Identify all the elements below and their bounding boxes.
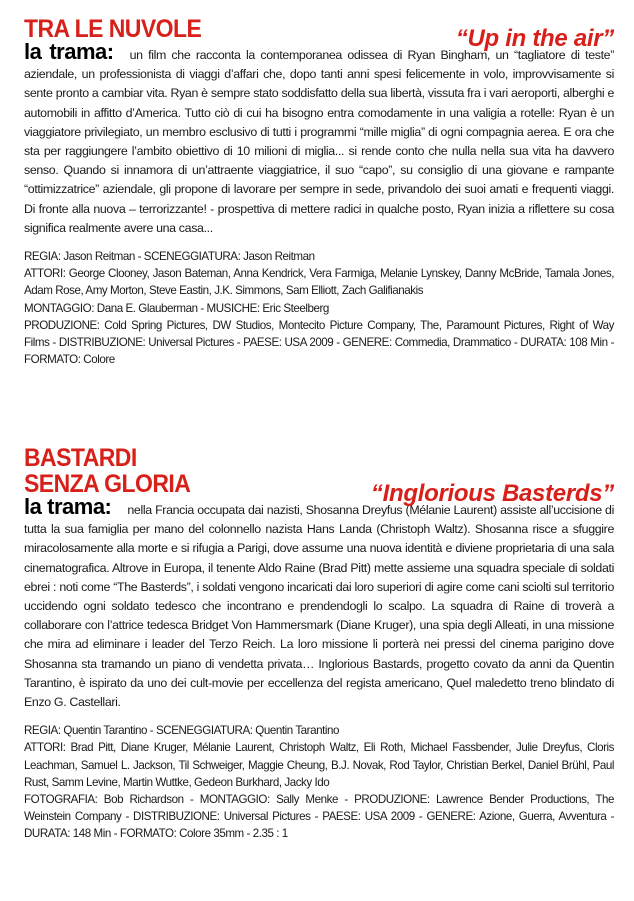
credits-production: PRODUZIONE: Cold Spring Pictures, DW Studios, Montecito Picture Company, The, Paramount Pictures, Right of Way Films - DISTRIBUZIONE: Universal Pictures - PAESE: USA 2009 - GENERE: Commedia, Drammatico - DURATA: 108 Min - FORMATO: Colore	[24, 318, 614, 367]
credits-crew-production: FOTOGRAFIA: Bob Richardson - MONTAGGIO: Sally Menke - PRODUZIONE: Lawrence Bender Productions, The Weinstein Company - DISTRIBUZIONE: Universal Pictures - PAESE: USA 2009 - GENERE: Azione, Guerra, Avventura - DURATA: 148 Min - FORMATO: Colore 35mm - 2.35 : 1	[24, 793, 614, 841]
film-credits	[24, 722, 614, 842]
film-plot	[24, 494, 614, 712]
film-card-inglorious-basterds	[24, 445, 614, 843]
credits-cast: ATTORI: George Clooney, Jason Bateman, Anna Kendrick, Vera Farmiga, Melanie Lynskey, Danny McBride, Tamala Jones, Adam Rose, Amy Morton, Steve Eastin, J.K. Simmons, Sam Elliott, Zach Galifianakis	[24, 267, 614, 298]
credits-direction: REGIA: Quentin Tarantino - SCENEGGIATURA: Quentin Tarantino	[24, 724, 339, 738]
credits-direction: REGIA: Jason Reitman - SCENEGGIATURA: Jason Reitman	[24, 250, 315, 264]
film-title-original: “Up in the air”	[455, 25, 614, 52]
plot-text: nella Francia occupata dai nazisti, Shosanna Dreyfus (Mélanie Laurent) assiste all’uccisione di tutta la sua famiglia per mano del colonnello nazista Hans Landa (Christoph Waltz). Shosanna risce a sfuggire miracolosamente alla morte e si rifugia a Parigi, dove assume una nuova identità e diviene proprietaria di una sala cinematografica. Altrove in Europa, il tenente Aldo Raine (Brad Pitt) mette assieme una squadra speciale di soldati ebrei : noti come “The Basterds”, i soldati vengono incaricati dai loro superiori di agire come cani sciolti sul territorio uccidendo ogni soldato tedesco che incontrano e prendendogli lo scalpo. La squadra di Raine di troverà a collaborare con l’attrice tedesca Bridget Von Hammersmark (Diane Kruger), una spia degli Alleati, in una missione che mira ad eliminare i leader del Terzo Reich. La loro missione li porterà nei pressi del cinema parigino dove Shosanna sta tramando un piano di vendetta privata… Inglorious Bastards, progetto covato da anni da Quentin Tarantino, è ispirato da uno dei cult-movie per eccellenza del regista americano, Quel maledetto treno blindato di Enzo G. Castellari.	[24, 503, 614, 710]
credits-cast: ATTORI: Brad Pitt, Diane Kruger, Mélanie Laurent, Christoph Waltz, Eli Roth, Michael Fassbender, Julie Dreyfus, Cloris Leachman, Samuel L. Jackson, Til Schweiger, Maggie Cheung, B.J. Novak, Rod Taylor, Christian Berkel, Daniel Brühl, Paul Rust, Samm Levine, Martin Wuttke, Gedeon Burkhard, Jacky Ido	[24, 741, 614, 789]
film-title-line-1: BASTARDI	[24, 444, 137, 472]
plot-text: un film che racconta la contemporanea odissea di Ryan Bingham, un “tagliatore di teste” aziendale, un professionista di viaggi d’affari che, dopo tanti anni spesi felicemente in volo, improvvisamente si sente pronto a cambiar vita. Ryan è sempre stato soddisfatto della sua libertà, vissuta fra i vari aeroporti, alberghi e automobili in affitto d’America. Tutto ciò di cui ha bisogno entra comodamente in una valigia a rotelle: Ryan è un viaggiatore privilegiato, un membro esclusivo di tutti i programmi “mille miglia” di ogni compagnia aerea. E ora che sta per raggiungere l’ambito obiettivo di 10 milioni di miglia... si rende conto che nulla nella sua vita ha davvero senso. Quando si innamora di un’attraente viaggiatrice, il suo “capo”, su consiglio di una giovane e rampante “ottimizzatrice” aziendale, gli propone di lavorare per sempre in sede, privandolo dei suoi amati e frequenti viaggi. Di fronte alla nuova – terrorizzante! - prospettiva di mettere radici in qualche posto, Ryan inizia a riflettere su cosa significa realmente avere una casa...	[24, 48, 614, 235]
film-credits	[24, 248, 614, 368]
credits-editing-music: MONTAGGIO: Dana E. Glauberman - MUSICHE: Eric Steelberg	[24, 301, 329, 315]
film-plot	[24, 39, 614, 238]
film-card-up-in-the-air	[24, 16, 614, 368]
plot-label: la trama:	[24, 39, 114, 64]
plot-label: la trama:	[24, 494, 112, 519]
film-title-italian: TRA LE NUVOLE	[24, 15, 202, 43]
film-title-line-2: SENZA GLORIA	[24, 470, 191, 498]
film-title-original: “Inglorious Basterds”	[370, 480, 614, 507]
